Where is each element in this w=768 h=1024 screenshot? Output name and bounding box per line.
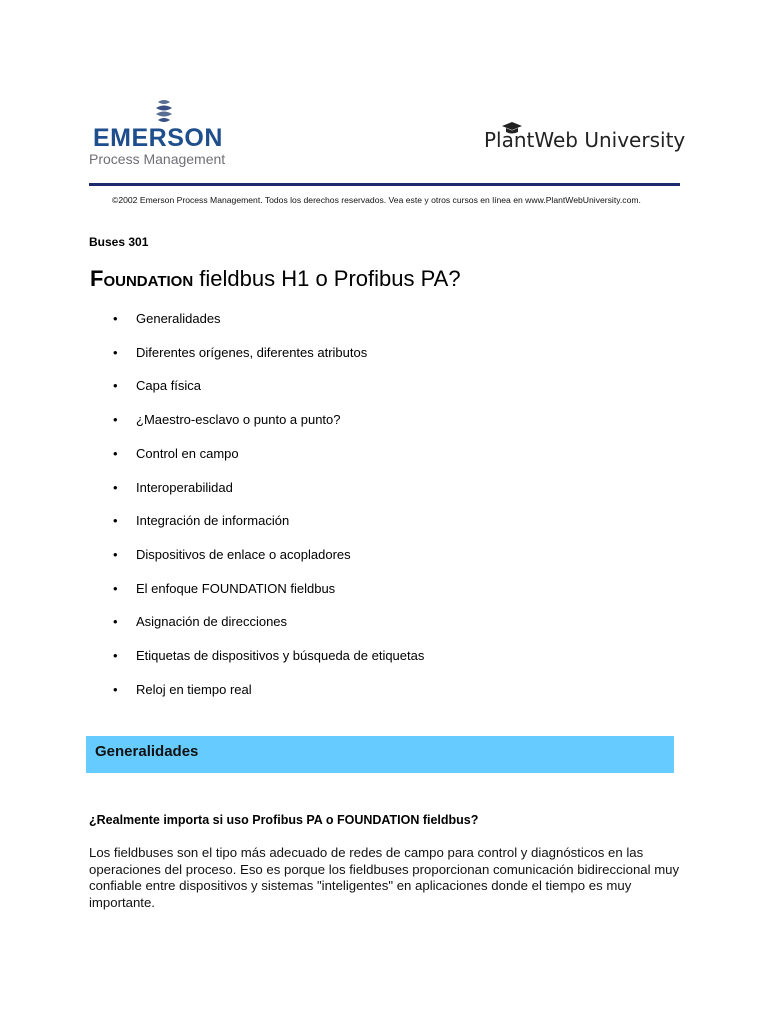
copyright-notice: ©2002 Emerson Process Management. Todos los derechos reservados. Vea este y otros cursos en línea en www.PlantWebUniversity.com. [112,195,641,205]
bullet-symbol: • [113,614,118,630]
list-item-label: Reloj en tiempo real [136,681,252,697]
bullet-symbol: • [113,681,118,697]
title-rest: fieldbus H1 o Profibus PA? [193,266,461,291]
bullet-symbol: • [113,648,118,663]
list-item-label: Diferentes orígenes, diferentes atributos [136,344,368,360]
bullet-symbol: • [113,479,118,495]
emerson-subtitle: Process Management [89,151,226,167]
bullet-symbol: • [113,445,118,461]
list-item [113,581,335,596]
page-title [90,266,461,292]
list-item-label: Generalidades [136,311,221,326]
list-item [113,446,239,461]
list-item [113,648,424,663]
list-item-label: Interoperabilidad [136,479,233,495]
list-item [113,614,287,629]
list-item-label: Control en campo [136,445,239,461]
bullet-symbol: • [113,412,118,428]
list-item [113,412,341,427]
list-item [113,513,289,528]
list-item-label: Integración de información [136,513,290,529]
list-item [113,682,252,697]
header-divider [89,183,680,186]
title-foundation: Foundation [90,266,194,291]
bullet-symbol: • [113,513,118,529]
bullet-symbol: • [113,344,118,360]
list-item [113,345,367,360]
list-item-label: Asignación de direcciones [136,614,288,630]
list-item-label: El enfoque FOUNDATION fieldbus [136,580,336,596]
list-item [113,547,351,562]
list-item-label: Capa física [136,378,202,394]
bullet-symbol: • [113,580,118,596]
bullet-symbol: • [113,546,118,562]
bullet-symbol: • [113,378,118,394]
plantweb-university-logo: PlantWeb University [484,128,686,152]
emerson-logo-text: EMERSON [93,124,223,152]
bullet-symbol: • [113,311,118,326]
list-item-label: Dispositivos de enlace o acopladores [136,546,351,562]
section-title: Generalidades [95,743,199,760]
list-item-label: ¿Maestro-esclavo o punto a punto? [136,412,341,428]
section-paragraph: Los fieldbuses son el tipo más adecuado de redes de campo para control y diagnósticos en las operaciones del proceso. Eso es porque los fieldbuses proporcionan comunicación bidireccional muy confiable entre dispositivos y sistemas "inteligentes" en aplicaciones donde el tiempo es muy importante. [89,845,680,910]
list-item [113,378,201,393]
list-item [113,311,221,326]
section-question: ¿Realmente importa si uso Profibus PA o FOUNDATION fieldbus? [89,813,479,827]
list-item-label: Etiquetas de dispositivos y búsqueda de etiquetas [136,648,425,663]
course-label: Buses 301 [89,235,149,249]
list-item [113,480,233,495]
